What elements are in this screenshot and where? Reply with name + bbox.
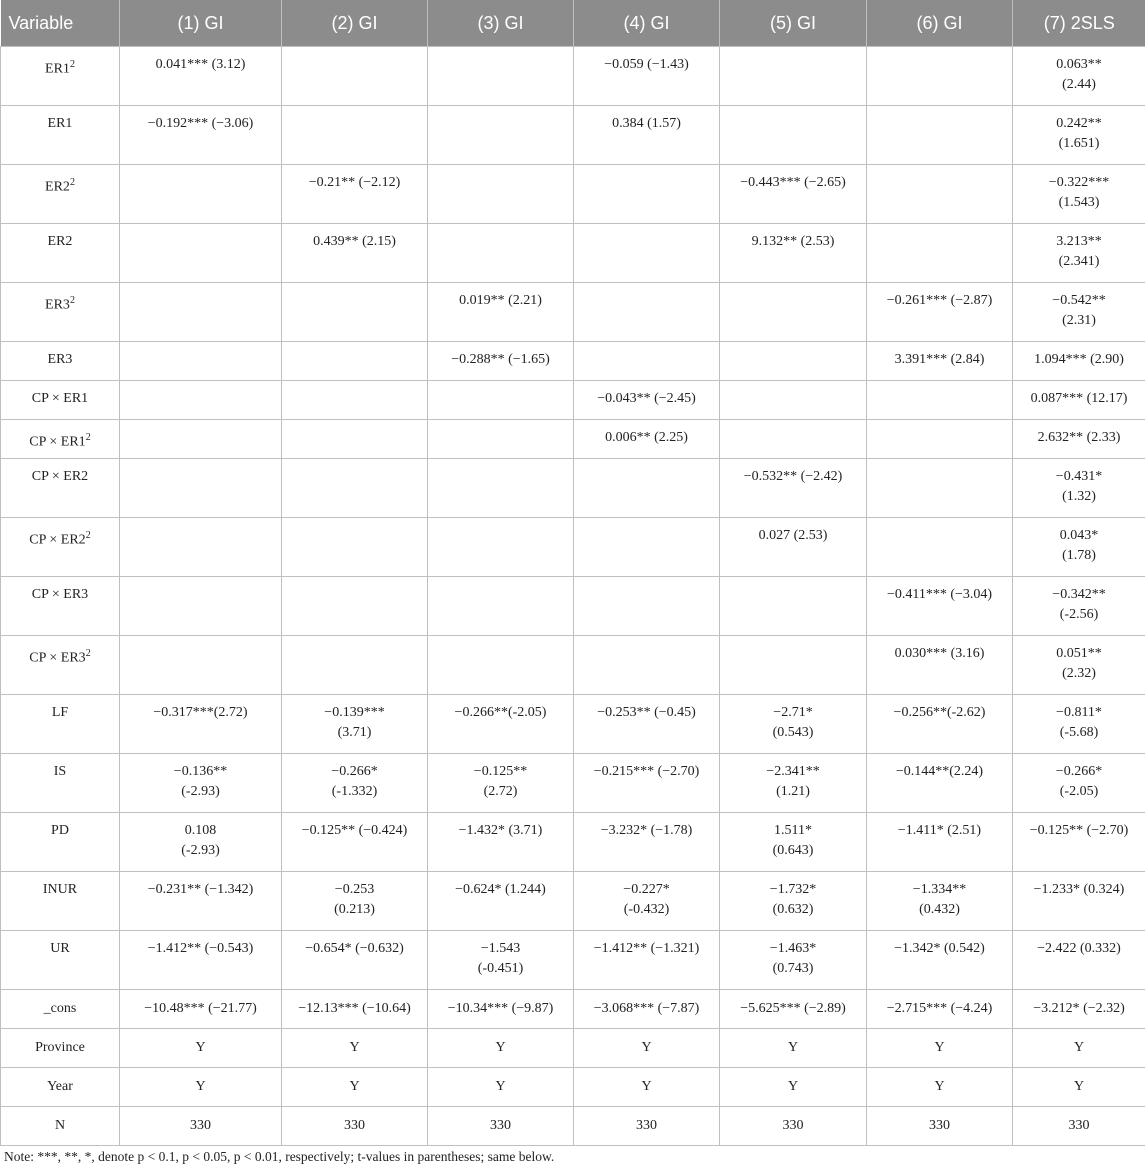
coefficient-cell — [282, 577, 428, 636]
coefficient-cell: −1.412** (−0.543) — [120, 931, 282, 990]
table-row — [1, 459, 1145, 518]
coefficient-cell — [282, 420, 428, 459]
coefficient-cell — [282, 283, 428, 342]
header-cell: (3) GI — [428, 0, 574, 47]
coefficient-cell: −1.233* (0.324) — [1013, 872, 1145, 931]
coefficient-cell: 0.006** (2.25) — [574, 420, 720, 459]
coefficient-cell: −1.411* (2.51) — [867, 813, 1013, 872]
coefficient-cell — [867, 518, 1013, 577]
coefficient-cell: Y — [574, 1029, 720, 1068]
coefficient-cell — [574, 518, 720, 577]
coefficient-cell — [282, 342, 428, 381]
coefficient-cell: −12.13*** (−10.64) — [282, 990, 428, 1029]
header-cell: (4) GI — [574, 0, 720, 47]
coefficient-cell — [574, 165, 720, 224]
coefficient-cell: 330 — [720, 1107, 867, 1146]
coefficient-cell: −10.48*** (−21.77) — [120, 990, 282, 1029]
header-cell: (2) GI — [282, 0, 428, 47]
coefficient-cell: −1.342* (0.542) — [867, 931, 1013, 990]
coefficient-cell: −1.412** (−1.321) — [574, 931, 720, 990]
table-row — [1, 813, 1145, 872]
coefficient-cell: Y — [1013, 1068, 1145, 1107]
coefficient-cell: 0.041*** (3.12) — [120, 47, 282, 106]
coefficient-cell — [720, 577, 867, 636]
variable-cell: CP × ER1 — [1, 381, 120, 420]
table-row — [1, 872, 1145, 931]
variable-cell: LF — [1, 695, 120, 754]
variable-cell: UR — [1, 931, 120, 990]
table-row — [1, 283, 1145, 342]
coefficient-cell — [867, 106, 1013, 165]
coefficient-cell: −0.342** (-2.56) — [1013, 577, 1145, 636]
coefficient-cell: Y — [867, 1029, 1013, 1068]
coefficient-cell: −2.422 (0.332) — [1013, 931, 1145, 990]
table-row — [1, 420, 1145, 459]
coefficient-cell: −2.715*** (−4.24) — [867, 990, 1013, 1029]
table-row — [1, 754, 1145, 813]
coefficient-cell: −0.288** (−1.65) — [428, 342, 574, 381]
table-row — [1, 518, 1145, 577]
coefficient-cell — [867, 381, 1013, 420]
variable-cell: $ER3^2$ — [1, 283, 120, 342]
coefficient-cell: −0.443*** (−2.65) — [720, 165, 867, 224]
coefficient-cell — [574, 577, 720, 636]
table-note: Note: ***, **, *, denote p < 0.1, p < 0.05, p < 0.01, respectively; t-values in parentheses; same below. — [4, 1149, 555, 1164]
coefficient-cell: Y — [428, 1068, 574, 1107]
variable-cell: ER2 — [1, 224, 120, 283]
coefficient-cell — [120, 342, 282, 381]
coefficient-cell — [428, 577, 574, 636]
table-row — [1, 342, 1145, 381]
variable-cell: ER3 — [1, 342, 120, 381]
coefficient-cell — [720, 420, 867, 459]
coefficient-cell — [720, 106, 867, 165]
table-row — [1, 695, 1145, 754]
variable-cell: _cons — [1, 990, 120, 1029]
coefficient-cell: Y — [120, 1068, 282, 1107]
variable-cell: CP × ER2 — [1, 459, 120, 518]
table-row — [1, 577, 1145, 636]
variable-cell: N — [1, 1107, 120, 1146]
coefficient-cell: 3.213** (2.341) — [1013, 224, 1145, 283]
coefficient-cell: Y — [282, 1029, 428, 1068]
coefficient-cell: −0.125** (−2.70) — [1013, 813, 1145, 872]
coefficient-cell: −5.625*** (−2.89) — [720, 990, 867, 1029]
coefficient-cell: 0.051** (2.32) — [1013, 636, 1145, 695]
coefficient-cell: 1.511* (0.643) — [720, 813, 867, 872]
coefficient-cell: −0.654* (−0.632) — [282, 931, 428, 990]
coefficient-cell — [428, 518, 574, 577]
coefficient-cell: Y — [720, 1029, 867, 1068]
coefficient-cell — [428, 165, 574, 224]
coefficient-cell — [720, 342, 867, 381]
variable-cell: CP × $ER2^2$ — [1, 518, 120, 577]
coefficient-cell: −1.463* (0.743) — [720, 931, 867, 990]
coefficient-cell — [120, 518, 282, 577]
coefficient-cell: −2.71* (0.543) — [720, 695, 867, 754]
coefficient-cell — [867, 420, 1013, 459]
coefficient-cell: −10.34*** (−9.87) — [428, 990, 574, 1029]
coefficient-cell: −0.624* (1.244) — [428, 872, 574, 931]
table-header-row — [1, 0, 1145, 47]
coefficient-cell — [282, 636, 428, 695]
coefficient-cell: −0.542** (2.31) — [1013, 283, 1145, 342]
variable-cell: Province — [1, 1029, 120, 1068]
table-row — [1, 47, 1145, 106]
table-row — [1, 165, 1145, 224]
table-row — [1, 381, 1145, 420]
coefficient-cell — [428, 224, 574, 283]
coefficient-cell: −0.266* (-2.05) — [1013, 754, 1145, 813]
header-cell: (6) GI — [867, 0, 1013, 47]
table-body — [1, 47, 1145, 1146]
coefficient-cell — [428, 381, 574, 420]
table-row — [1, 1029, 1145, 1068]
coefficient-cell — [282, 106, 428, 165]
header-cell: (7) 2SLS — [1013, 0, 1145, 47]
coefficient-cell: −0.043** (−2.45) — [574, 381, 720, 420]
coefficient-cell — [574, 342, 720, 381]
table-row — [1, 636, 1145, 695]
coefficient-cell: 330 — [1013, 1107, 1145, 1146]
variable-cell: PD — [1, 813, 120, 872]
coefficient-cell: 0.063** (2.44) — [1013, 47, 1145, 106]
coefficient-cell: −2.341** (1.21) — [720, 754, 867, 813]
coefficient-cell: 330 — [120, 1107, 282, 1146]
coefficient-cell — [120, 165, 282, 224]
coefficient-cell: −0.215*** (−2.70) — [574, 754, 720, 813]
variable-cell: $ER2^2$ — [1, 165, 120, 224]
coefficient-cell: −0.266* (-1.332) — [282, 754, 428, 813]
variable-cell: CP × $ER3^2$ — [1, 636, 120, 695]
coefficient-cell: −0.144**(2.24) — [867, 754, 1013, 813]
variable-cell: CP × $ER1^2$ — [1, 420, 120, 459]
coefficient-cell — [428, 636, 574, 695]
table-row — [1, 990, 1145, 1029]
coefficient-cell: −1.732* (0.632) — [720, 872, 867, 931]
header-cell: Variable — [1, 0, 120, 47]
coefficient-cell — [574, 459, 720, 518]
coefficient-cell: 0.439** (2.15) — [282, 224, 428, 283]
coefficient-cell: −0.059 (−1.43) — [574, 47, 720, 106]
coefficient-cell: −0.253 (0.213) — [282, 872, 428, 931]
coefficient-cell: 0.108 (-2.93) — [120, 813, 282, 872]
coefficient-cell: −0.136** (-2.93) — [120, 754, 282, 813]
coefficient-cell: Y — [428, 1029, 574, 1068]
coefficient-cell: 330 — [867, 1107, 1013, 1146]
coefficient-cell — [867, 47, 1013, 106]
coefficient-cell: Y — [867, 1068, 1013, 1107]
coefficient-cell: −0.125** (2.72) — [428, 754, 574, 813]
coefficient-cell: −0.192*** (−3.06) — [120, 106, 282, 165]
coefficient-cell: 330 — [282, 1107, 428, 1146]
coefficient-cell — [867, 165, 1013, 224]
table-row — [1, 106, 1145, 165]
coefficient-cell: Y — [1013, 1029, 1145, 1068]
coefficient-cell — [428, 47, 574, 106]
coefficient-cell: 3.391*** (2.84) — [867, 342, 1013, 381]
coefficient-cell: 1.094*** (2.90) — [1013, 342, 1145, 381]
coefficient-cell: −1.543 (-0.451) — [428, 931, 574, 990]
coefficient-cell: −0.322*** (1.543) — [1013, 165, 1145, 224]
coefficient-cell: 2.632** (2.33) — [1013, 420, 1145, 459]
coefficient-cell: Y — [120, 1029, 282, 1068]
coefficient-cell — [867, 224, 1013, 283]
coefficient-cell — [574, 224, 720, 283]
coefficient-cell: −0.266**(-2.05) — [428, 695, 574, 754]
coefficient-cell — [720, 636, 867, 695]
header-cell: (1) GI — [120, 0, 282, 47]
variable-cell: INUR — [1, 872, 120, 931]
coefficient-cell — [428, 459, 574, 518]
coefficient-cell — [120, 283, 282, 342]
coefficient-cell — [428, 420, 574, 459]
coefficient-cell: 9.132** (2.53) — [720, 224, 867, 283]
coefficient-cell: −3.068*** (−7.87) — [574, 990, 720, 1029]
coefficient-cell: −0.21** (−2.12) — [282, 165, 428, 224]
coefficient-cell: −0.227* (-0.432) — [574, 872, 720, 931]
table-row — [1, 1068, 1145, 1107]
coefficient-cell — [282, 381, 428, 420]
coefficient-cell — [574, 636, 720, 695]
coefficient-cell: −0.125** (−0.424) — [282, 813, 428, 872]
table-row — [1, 1107, 1145, 1146]
coefficient-cell: −0.811* (-5.68) — [1013, 695, 1145, 754]
coefficient-cell — [120, 381, 282, 420]
coefficient-cell: −1.334** (0.432) — [867, 872, 1013, 931]
coefficient-cell: 0.242** (1.651) — [1013, 106, 1145, 165]
coefficient-cell — [428, 106, 574, 165]
coefficient-cell: Y — [720, 1068, 867, 1107]
coefficient-cell — [720, 283, 867, 342]
coefficient-cell: −0.256**(-2.62) — [867, 695, 1013, 754]
variable-cell: $ER1^2$ — [1, 47, 120, 106]
coefficient-cell: 0.043* (1.78) — [1013, 518, 1145, 577]
coefficient-cell — [282, 518, 428, 577]
coefficient-cell — [720, 381, 867, 420]
variable-cell: ER1 — [1, 106, 120, 165]
coefficient-cell — [120, 420, 282, 459]
coefficient-cell: 330 — [428, 1107, 574, 1146]
coefficient-cell: −3.232* (−1.78) — [574, 813, 720, 872]
table-row — [1, 931, 1145, 990]
coefficient-cell: 0.030*** (3.16) — [867, 636, 1013, 695]
coefficient-cell: −0.139*** (3.71) — [282, 695, 428, 754]
coefficient-cell: 0.087*** (12.17) — [1013, 381, 1145, 420]
coefficient-cell — [574, 283, 720, 342]
coefficient-cell: Y — [282, 1068, 428, 1107]
coefficient-cell: −3.212* (−2.32) — [1013, 990, 1145, 1029]
coefficient-cell: −0.411*** (−3.04) — [867, 577, 1013, 636]
table-row — [1, 224, 1145, 283]
coefficient-cell: Y — [574, 1068, 720, 1107]
variable-cell: Year — [1, 1068, 120, 1107]
variable-cell: CP × ER3 — [1, 577, 120, 636]
coefficient-cell: 0.019** (2.21) — [428, 283, 574, 342]
coefficient-cell: 0.027 (2.53) — [720, 518, 867, 577]
coefficient-cell: 330 — [574, 1107, 720, 1146]
variable-cell: IS — [1, 754, 120, 813]
coefficient-cell — [867, 459, 1013, 518]
coefficient-cell — [282, 47, 428, 106]
coefficient-cell — [120, 636, 282, 695]
coefficient-cell: 0.384 (1.57) — [574, 106, 720, 165]
coefficient-cell — [720, 47, 867, 106]
header-cell: (5) GI — [720, 0, 867, 47]
coefficient-cell: −0.532** (−2.42) — [720, 459, 867, 518]
coefficient-cell: −0.261*** (−2.87) — [867, 283, 1013, 342]
coefficient-cell: −0.231** (−1.342) — [120, 872, 282, 931]
coefficient-cell — [282, 459, 428, 518]
coefficient-cell — [120, 224, 282, 283]
coefficient-cell: −1.432* (3.71) — [428, 813, 574, 872]
coefficient-cell — [120, 459, 282, 518]
coefficient-cell: −0.317***(2.72) — [120, 695, 282, 754]
coefficient-cell: −0.431* (1.32) — [1013, 459, 1145, 518]
coefficient-cell: −0.253** (−0.45) — [574, 695, 720, 754]
coefficient-cell — [120, 577, 282, 636]
